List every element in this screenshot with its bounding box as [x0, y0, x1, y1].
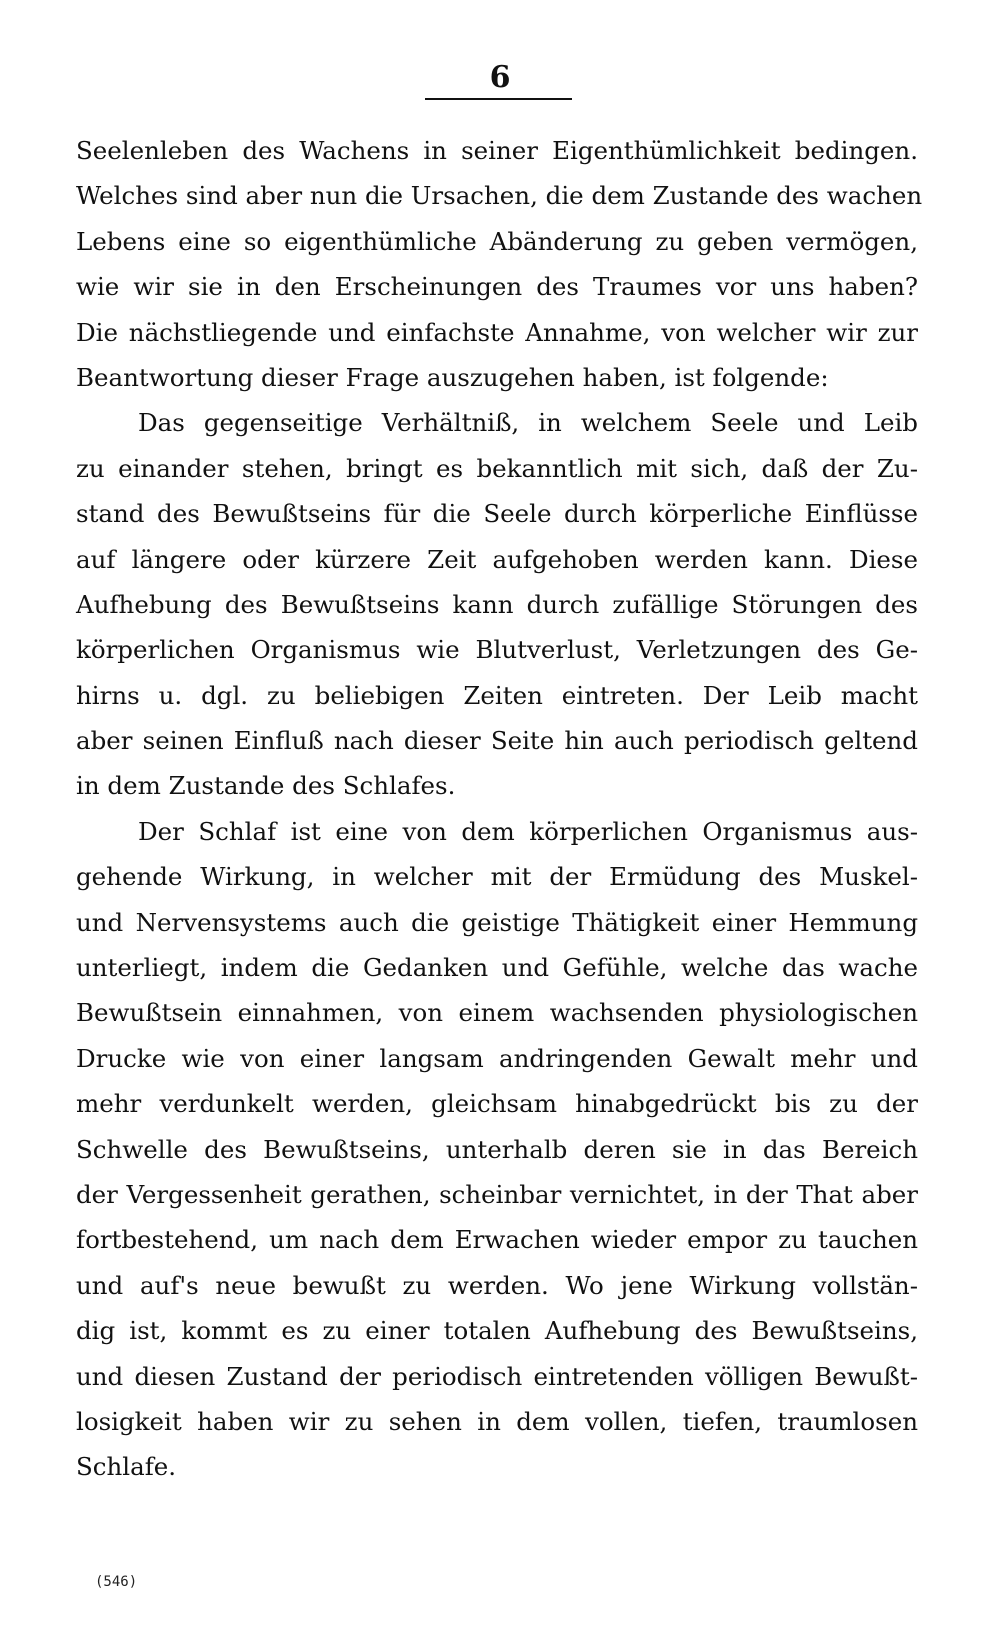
text-line: gehende Wirkung, in welcher mit der Ermüdung des Muskel- — [76, 862, 918, 892]
text-line: Die nächstliegende und einfachste Annahme, von welcher wir zur — [76, 317, 918, 347]
paragraph — [76, 128, 923, 400]
text-line: Aufhebung des Bewußtseins kann durch zufällige Störungen des — [76, 589, 918, 619]
text-line: auf längere oder kürzere Zeit aufgehoben werden kann. Diese — [76, 544, 918, 574]
text-line: Beantwortung dieser Frage auszugehen haben, ist folgende: — [76, 362, 829, 392]
text-line: wie wir sie in den Erscheinungen des Traumes vor uns haben? — [76, 272, 918, 302]
text-line: Bewußtsein einnahmen, von einem wachsenden physiologischen — [76, 998, 918, 1028]
text-line: Seelenleben des Wachens in seiner Eigenthümlichkeit bedingen. — [76, 136, 918, 165]
page-number: 6 — [489, 60, 511, 95]
printer-mark: (546) — [95, 1574, 138, 1590]
text-line: aber seinen Einfluß nach dieser Seite hin auch periodisch geltend — [76, 726, 918, 756]
text-line: Schwelle des Bewußtseins, unterhalb deren sie in das Bereich — [76, 1134, 918, 1164]
text-line: und Nervensystems auch die geistige Thätigkeit einer Hemmung — [76, 907, 918, 937]
text-line: der Vergessenheit gerathen, scheinbar vernichtet, in der That aber — [76, 1179, 918, 1209]
paragraph — [76, 400, 918, 809]
text-line: in dem Zustande des Schlafes. — [76, 771, 456, 801]
text-line: hirns u. dgl. zu beliebigen Zeiten eintreten. Der Leib macht — [76, 680, 918, 710]
paragraph — [76, 809, 918, 1490]
text-line: körperlichen Organismus wie Blutverlust, Verletzungen des Ge- — [76, 635, 918, 665]
text-line: dig ist, kommt es zu einer totalen Aufhebung des Bewußtseins, — [76, 1316, 918, 1346]
text-line: fortbestehend, um nach dem Erwachen wieder empor zu tauchen — [76, 1225, 918, 1255]
body-text — [76, 128, 923, 1490]
text-line: Schlafe. — [76, 1452, 177, 1482]
header-rule — [425, 98, 572, 100]
text-line: Der Schlaf ist eine von dem körperlichen Organismus aus- — [138, 816, 918, 846]
text-line: losigkeit haben wir zu sehen in dem vollen, tiefen, traumlosen — [76, 1406, 918, 1436]
text-line: und auf's neue bewußt zu werden. Wo jene Wirkung vollstän- — [76, 1270, 918, 1300]
text-line: zu einander stehen, bringt es bekanntlich mit sich, daß der Zu- — [76, 453, 918, 483]
text-line: stand des Bewußtseins für die Seele durch körperliche Einflüsse — [76, 499, 918, 529]
text-line: Drucke wie von einer langsam andringenden Gewalt mehr und — [76, 1043, 918, 1073]
text-line: mehr verdunkelt werden, gleichsam hinabgedrückt bis zu der — [76, 1089, 918, 1119]
text-line: Welches sind aber nun die Ursachen, die dem Zustande des wachen — [76, 181, 923, 211]
text-line: unterliegt, indem die Gedanken und Gefühle, welche das wache — [76, 953, 918, 983]
text-line: Lebens eine so eigenthümliche Abänderung zu geben vermögen, — [76, 226, 918, 256]
text-line: und diesen Zustand der periodisch eintretenden völligen Bewußt- — [76, 1361, 918, 1391]
text-line: Das gegenseitige Verhältniß, in welchem Seele und Leib — [138, 408, 918, 438]
